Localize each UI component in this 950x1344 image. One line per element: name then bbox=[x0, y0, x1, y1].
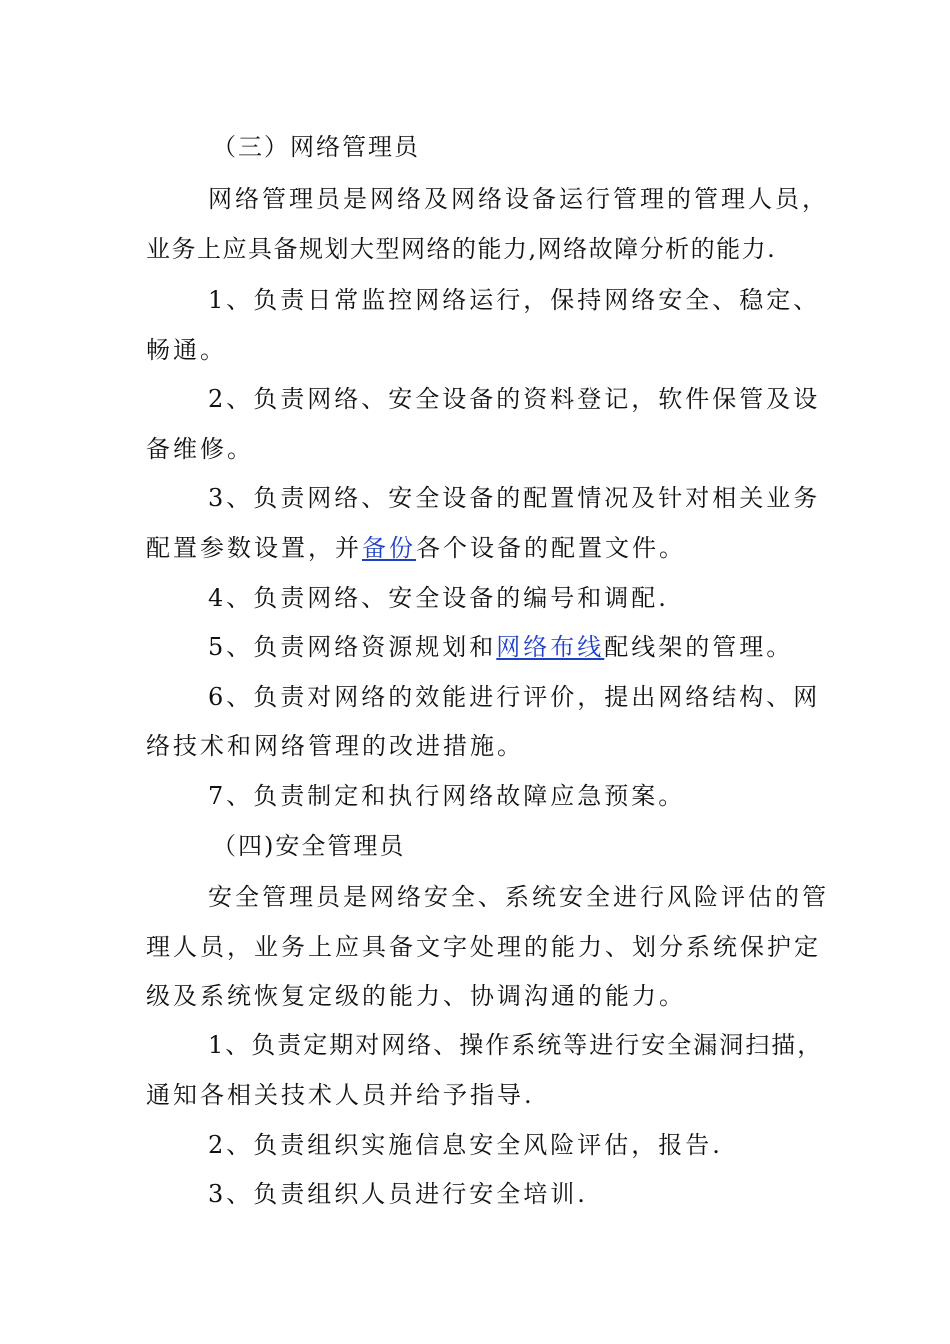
item-3-text-before-link: 配置参数设置，并 bbox=[146, 534, 362, 562]
item-5-text-before-link: 5、负责网络资源规划和 bbox=[208, 633, 497, 661]
section-3-item-7: 7、负责制定和执行网络故障应急预案。 bbox=[208, 782, 686, 810]
backup-link[interactable]: 备份 bbox=[362, 534, 416, 562]
section-3-item-6-line-1: 6、负责对网络的效能进行评价，提出网络结构、网 bbox=[208, 683, 821, 711]
section-4-intro-line-3: 级及系统恢复定级的能力、协调沟通的能力。 bbox=[146, 982, 686, 1010]
section-3-item-3-line-1: 3、负责网络、安全设备的配置情况及针对相关业务 bbox=[208, 484, 821, 512]
item-3-text-after-link: 各个设备的配置文件。 bbox=[416, 534, 686, 562]
section-4-item-2: 2、负责组织实施信息安全风险评估，报告. bbox=[208, 1131, 723, 1159]
section-4-intro-line-2: 理人员，业务上应具备文字处理的能力、划分系统保护定 bbox=[146, 933, 821, 961]
section-4-intro-line-1: 安全管理员是网络安全、系统安全进行风险评估的管 bbox=[208, 883, 829, 911]
section-3-item-2-line-2: 备维修。 bbox=[146, 435, 254, 463]
section-4-item-1-line-1: 1、负责定期对网络、操作系统等进行安全漏洞扫描， bbox=[208, 1031, 824, 1059]
section-4-item-3: 3、负责组织人员进行安全培训. bbox=[208, 1180, 588, 1208]
section-3-item-1-line-2: 畅通。 bbox=[146, 336, 227, 364]
section-3-item-6-line-2: 络技术和网络管理的改进措施。 bbox=[146, 732, 524, 760]
section-4-heading: （四)安全管理员 bbox=[212, 832, 406, 860]
section-4-item-1-line-2: 通知各相关技术人员并给予指导. bbox=[146, 1081, 535, 1109]
section-3-item-4: 4、负责网络、安全设备的编号和调配. bbox=[208, 584, 669, 612]
section-3-item-1-line-1: 1、负责日常监控网络运行，保持网络安全、稳定、 bbox=[208, 286, 821, 314]
section-3-item-5 bbox=[208, 630, 816, 664]
network-cabling-link[interactable]: 网络布线 bbox=[496, 633, 605, 661]
section-3-intro-line-2: 业务上应具备规划大型网络的能力,网络故障分析的能力. bbox=[146, 235, 777, 263]
section-3-item-3-line-2 bbox=[146, 531, 816, 565]
item-5-text-after-link: 配线架的管理。 bbox=[604, 633, 794, 661]
section-3-heading: （三）网络管理员 bbox=[212, 133, 420, 161]
section-3-item-2-line-1: 2、负责网络、安全设备的资料登记，软件保管及设 bbox=[208, 385, 821, 413]
section-3-intro-line-1: 网络管理员是网络及网络设备运行管理的管理人员， bbox=[208, 185, 829, 213]
